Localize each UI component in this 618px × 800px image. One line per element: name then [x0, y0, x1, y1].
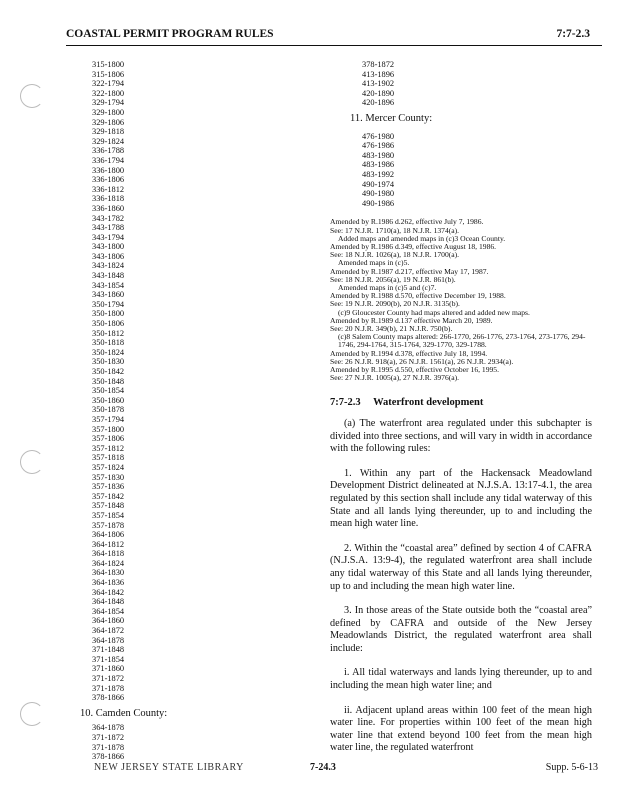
map-number-list — [362, 60, 592, 108]
map-number: 357-1818 — [92, 453, 125, 463]
map-number: 329-1800 — [92, 107, 125, 117]
amendment-line: Amended maps in (c)5. — [338, 258, 410, 268]
amendment-line: Amended by R.1994 d.378, effective July 18, 1994. — [330, 348, 488, 358]
map-number: 336-1788 — [92, 146, 125, 156]
map-number: 371-1878 — [92, 683, 125, 693]
map-number: 490-1974 — [362, 179, 395, 189]
map-number: 357-1854 — [92, 510, 125, 520]
map-number: 364-1842 — [92, 587, 125, 597]
amendment-line: Amended by R.1989 d.137 effective March 20, 1989. — [330, 315, 493, 325]
map-number: 343-1794 — [92, 232, 125, 242]
map-number: 371-1854 — [92, 654, 125, 664]
map-number: 378-1872 — [362, 60, 395, 69]
punch-hole — [20, 84, 44, 108]
map-number: 329-1794 — [92, 98, 125, 108]
map-number-list — [92, 60, 312, 703]
supplement-date: Supp. 5-6-13 — [545, 762, 598, 773]
map-number: 420-1896 — [362, 98, 395, 108]
amendment-line: See: 17 N.J.R. 1710(a), 18 N.J.R. 1374(a). — [330, 225, 460, 235]
map-number: 420-1890 — [362, 88, 395, 98]
map-number: 329-1806 — [92, 117, 125, 127]
map-number: 357-1848 — [92, 501, 125, 511]
punch-hole — [20, 702, 44, 726]
map-number: 371-1872 — [92, 674, 125, 683]
map-number: 322-1800 — [92, 88, 125, 98]
amendment-line: See: 18 N.J.R. 1026(a), 18 N.J.R. 1700(a). — [330, 250, 460, 260]
map-number: 343-1806 — [92, 251, 125, 261]
amendment-line: See: 26 N.J.R. 918(a), 26 N.J.R. 1561(a), 26 N.J.R. 2934(a). — [330, 356, 514, 366]
amendment-line: Amended maps in (c)5 and (c)7. — [338, 282, 437, 292]
map-number: 350-1818 — [92, 338, 125, 348]
map-number: 315-1800 — [92, 60, 125, 69]
amendment-line: See: 27 N.J.R. 1005(a), 27 N.J.R. 3976(a). — [330, 373, 460, 383]
amendment-line: Amended by R.1987 d.217, effective May 17, 1987. — [330, 266, 489, 276]
left-column — [80, 60, 312, 762]
map-number: 371-1860 — [92, 664, 125, 674]
map-number: 315-1806 — [92, 69, 125, 79]
amendment-line: See: 20 N.J.R. 349(b), 21 N.J.R. 750(b). — [330, 323, 453, 333]
map-number-list — [362, 132, 592, 209]
map-number: 357-1830 — [92, 472, 125, 482]
map-number: 343-1788 — [92, 223, 125, 233]
amendment-line: See: 19 N.J.R. 2090(b), 20 N.J.R. 3135(b). — [330, 299, 460, 309]
amendment-line: Added maps and amended maps in (c)3 Ocean County. — [338, 233, 506, 243]
map-number: 364-1836 — [92, 578, 125, 588]
map-number: 350-1860 — [92, 395, 125, 405]
map-number: 329-1818 — [92, 127, 125, 137]
map-number: 343-1860 — [92, 290, 125, 300]
map-number: 371-1872 — [92, 732, 125, 742]
map-number: 357-1824 — [92, 462, 125, 472]
map-number-list — [92, 723, 312, 761]
amendment-line: Amended by R.1986 d.349, effective August 18, 1986. — [330, 241, 497, 251]
map-number: 378-1866 — [92, 693, 125, 703]
header-rule — [66, 45, 602, 46]
library-stamp: NEW JERSEY STATE LIBRARY — [94, 762, 244, 773]
map-number: 483-1992 — [362, 169, 395, 179]
running-header — [66, 28, 602, 44]
map-number: 350-1854 — [92, 386, 125, 396]
section-body — [330, 418, 592, 755]
map-number: 350-1800 — [92, 309, 125, 319]
map-number: 364-1872 — [92, 626, 125, 636]
map-number: 413-1902 — [362, 79, 395, 89]
map-number: 483-1986 — [362, 160, 395, 170]
map-number: 357-1878 — [92, 520, 125, 530]
map-number: 364-1818 — [92, 549, 125, 559]
map-number: 350-1830 — [92, 357, 125, 367]
map-number: 357-1800 — [92, 424, 125, 434]
map-number: 476-1980 — [362, 131, 395, 141]
map-number: 413-1896 — [362, 69, 395, 79]
section-paragraph: 1. Within any part of the Hackensack Meadowland Development District delineated at N.J.S.A. 13:17-4.1, the area regulated by this section shall include any tidal waterway of this State and all lands lying thereunder, up to and including the mean high water line. — [330, 467, 592, 530]
map-number: 364-1878 — [92, 635, 125, 645]
section-paragraph: i. All tidal waterways and lands lying thereunder, up to and including the mean high water line; and — [330, 667, 592, 692]
map-number: 490-1986 — [362, 198, 395, 208]
map-number: 357-1794 — [92, 414, 125, 424]
section-paragraph: 3. In those areas of the State outside both the “coastal area” defined by CAFRA and outside of the New Jersey Meadowlands District, the regulated waterfront area shall include: — [330, 605, 592, 654]
map-number: 336-1860 — [92, 203, 125, 213]
right-column — [330, 60, 592, 767]
section-heading — [330, 398, 592, 408]
header-section: 7:7-2.3 — [556, 28, 590, 40]
section-paragraph: (a) The waterfront area regulated under this subchapter is divided into three sections, and will vary in width in accordance with the following rules: — [330, 417, 592, 455]
map-number: 364-1878 — [92, 723, 125, 733]
map-number: 371-1848 — [92, 645, 125, 655]
county-heading-mercer: 11. Mercer County: — [350, 112, 433, 124]
map-number: 336-1800 — [92, 165, 125, 175]
map-number: 343-1824 — [92, 261, 125, 271]
map-number: 350-1878 — [92, 405, 125, 415]
map-number: 490-1980 — [362, 189, 395, 199]
map-number: 371-1878 — [92, 742, 125, 752]
map-number: 357-1812 — [92, 443, 125, 453]
map-number: 364-1806 — [92, 530, 125, 540]
map-number: 336-1812 — [92, 184, 125, 194]
map-number: 329-1824 — [92, 136, 125, 146]
amendment-line: (c)8 Salem County maps altered: 266-1770, 266-1776, 273-1764, 273-1776, 294-1746, 294-1764, 315-1764, 329-1770, 329-1788. — [338, 332, 586, 350]
map-number: 336-1806 — [92, 175, 125, 185]
map-number: 357-1836 — [92, 482, 125, 492]
map-number: 350-1794 — [92, 299, 125, 309]
amendment-line: See: 18 N.J.R. 2056(a), 19 N.J.R. 861(b). — [330, 274, 456, 284]
map-number: 357-1842 — [92, 491, 125, 501]
map-number: 378-1866 — [92, 752, 125, 762]
map-number: 483-1980 — [362, 150, 395, 160]
map-number: 350-1824 — [92, 347, 125, 357]
map-number: 336-1818 — [92, 194, 125, 204]
map-number: 350-1842 — [92, 367, 125, 376]
map-number: 350-1806 — [92, 319, 125, 329]
amendment-line: Amended by R.1995 d.550, effective October 16, 1995. — [330, 364, 499, 374]
map-number: 350-1848 — [92, 376, 125, 386]
map-number: 322-1794 — [92, 79, 125, 89]
map-number: 350-1812 — [92, 328, 125, 338]
county-heading-camden: 10. Camden County: — [80, 707, 168, 719]
amendment-line: (c)9 Gloucester County had maps altered and added new maps. — [338, 307, 530, 317]
section-paragraph: ii. Adjacent upland areas within 100 feet of the mean high water line. For properties within 100 feet of the mean high water line that extend beyond 100 feet from the mean high water line, the regulated waterfront — [330, 704, 592, 754]
map-number: 343-1782 — [92, 213, 125, 223]
amendment-line: Amended by R.1988 d.570, effective December 19, 1988. — [330, 291, 506, 301]
section-paragraph: 2. Within the “coastal area” defined by section 4 of CAFRA (N.J.S.A. 13:9-4), the regulated waterfront area shall include any tidal waterway of this State and all lands lying thereunder, up to and including the mean high water line. — [330, 542, 592, 592]
map-number: 364-1860 — [92, 616, 125, 626]
map-number: 357-1806 — [92, 434, 125, 444]
punch-hole — [20, 450, 44, 474]
map-number: 364-1830 — [92, 568, 125, 578]
page-number: 7-24.3 — [310, 762, 336, 773]
section-number: 7:7-2.3 — [330, 397, 361, 409]
map-number: 364-1812 — [92, 539, 125, 549]
map-number: 476-1986 — [362, 141, 395, 151]
map-number: 343-1848 — [92, 271, 125, 281]
map-number: 364-1824 — [92, 558, 125, 568]
map-number: 336-1794 — [92, 155, 125, 165]
map-number: 364-1854 — [92, 606, 125, 616]
amendment-history — [330, 218, 592, 382]
map-number: 343-1800 — [92, 242, 125, 252]
map-number: 364-1848 — [92, 597, 125, 607]
header-title: COASTAL PERMIT PROGRAM RULES — [66, 28, 274, 40]
amendment-line: Amended by R.1986 d.262, effective July 7, 1986. — [330, 217, 484, 227]
section-title: Waterfront development — [373, 397, 484, 409]
map-number: 343-1854 — [92, 280, 125, 290]
